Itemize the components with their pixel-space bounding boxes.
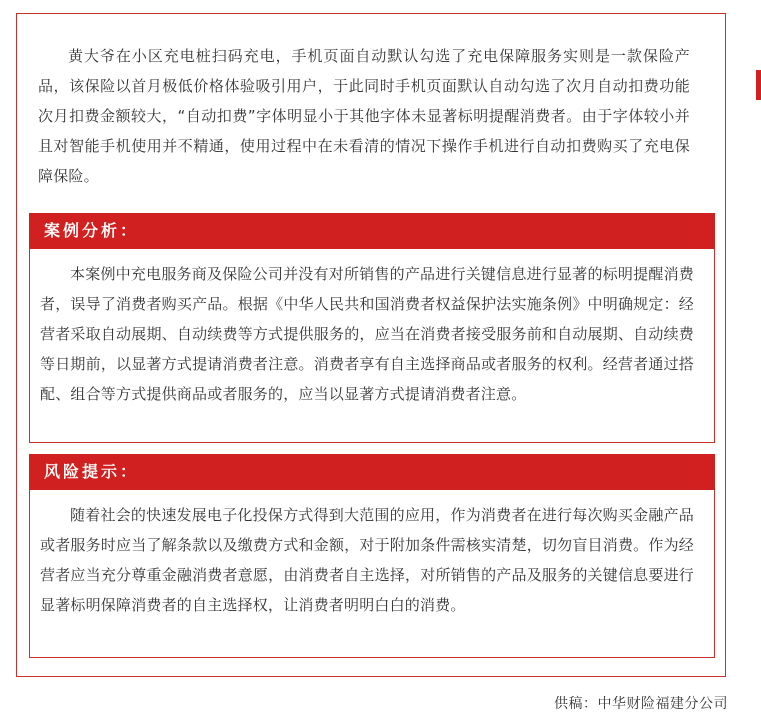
edge-decoration bbox=[756, 70, 761, 100]
case-analysis-header bbox=[29, 213, 715, 249]
case-analysis-title: 案例分析： bbox=[44, 221, 140, 240]
risk-tip-box bbox=[29, 490, 715, 658]
case-analysis-paragraph: 本案例中充电服务商及保险公司并没有对所销售的产品进行关键信息进行显著的标明提醒消费者，误导了消费者购买产品。根据《中华人民共和国消费者权益保护法实施条例》中明确规定：经营者采取自动展期、自动续费等方式提供服务的，应当在消费者接受服务前和自动展期、自动续费等日期前，以显著方式提请消费者注意。消费者享有自主选择商品或者服务的权利。经营者通过搭配、组合等方式提供商品或者服务的，应当以显著方式提请消费者注意。 bbox=[40, 265, 694, 403]
case-analysis-box bbox=[29, 249, 715, 443]
risk-tip-title: 风险提示： bbox=[44, 462, 140, 481]
risk-tip-header bbox=[29, 454, 715, 490]
risk-tip-paragraph: 随着社会的快速发展电子化投保方式得到大范围的应用，作为消费者在进行每次购买金融产品或者服务时应当了解条款以及缴费方式和金额，对于附加条件需核实清楚，切勿盲目消费。作为经营者应当充分尊重金融消费者意愿，由消费者自主选择，对所销售的产品及服务的关键信息要进行显著标明保障消费者的自主选择权，让消费者明明白白的消费。 bbox=[40, 506, 694, 614]
intro-paragraph: 黄大爷在小区充电桩扫码充电，手机页面自动默认勾选了充电保障服务实则是一款保险产品，该保险以首月极低价格体验吸引用户，于此同时手机页面默认自动勾选了次月自动扣费功能次月扣费金额较大，“自动扣费”字体明显小于其他字体未显著标明提醒消费者。由于字体较小并且对智能手机使用并不精通，使用过程中在未看清的情况下操作手机进行自动扣费购买了充电保障保险。 bbox=[38, 47, 690, 185]
footer-credit: 供稿：中华财险福建分公司 bbox=[554, 696, 728, 712]
